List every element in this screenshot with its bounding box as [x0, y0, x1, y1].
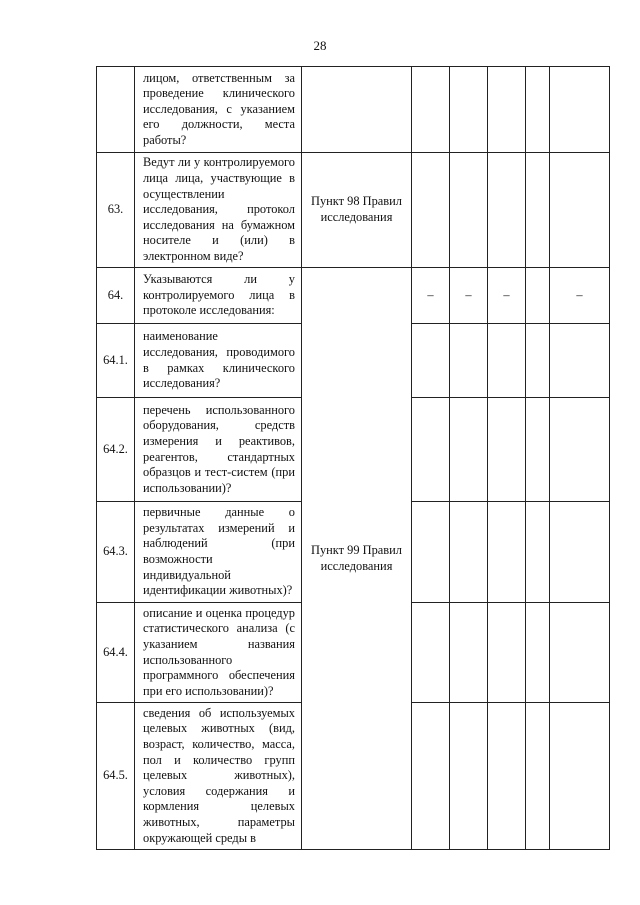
answer-cell [526, 324, 550, 398]
row-number: 64.3. [97, 502, 135, 603]
answer-cell [550, 268, 610, 324]
answer-cell [550, 398, 610, 502]
answer-cell [412, 268, 450, 324]
question-text: лицом, ответственным за проведение клинического исследования, с указанием его должности, места работы? [135, 67, 302, 153]
answer-cell [550, 603, 610, 703]
answer-cell [412, 67, 450, 153]
legal-reference [302, 67, 412, 153]
answer-cell [488, 324, 526, 398]
answer-cell [488, 502, 526, 603]
answer-cell [488, 703, 526, 850]
question-text: Ведут ли у контролируемого лица лица, участвующие в осуществлении исследования, протокол исследования на бумажном носителе и (или) в электронном виде? [135, 153, 302, 268]
row-number: 64.2. [97, 398, 135, 502]
answer-cell [488, 398, 526, 502]
row-number: 64.5. [97, 703, 135, 850]
answer-cell [412, 398, 450, 502]
answer-cell [526, 703, 550, 850]
answer-cell [526, 398, 550, 502]
answer-cell [526, 603, 550, 703]
question-text: Указываются ли у контролируемого лица в протоколе исследования: [135, 268, 302, 324]
dash-mark: – [576, 287, 583, 302]
answer-cell [450, 153, 488, 268]
answer-cell [526, 67, 550, 153]
row-number: 64.4. [97, 603, 135, 703]
question-text: описание и оценка процедур статистического анализа (с указанием названия использованного программного обеспечения при его использовании)? [135, 603, 302, 703]
page-number: 28 [313, 38, 327, 53]
question-text: первичные данные о результатах измерений и наблюдений (при возможности индивидуальной идентификации животных)? [135, 502, 302, 603]
row-number: 64. [97, 268, 135, 324]
table-row [97, 268, 610, 324]
answer-cell [450, 324, 488, 398]
answer-cell [550, 324, 610, 398]
answer-cell [526, 153, 550, 268]
table-row [97, 153, 610, 268]
answer-cell [488, 268, 526, 324]
dash-mark: – [427, 287, 434, 302]
legal-reference: Пункт 99 Правил исследования [302, 268, 412, 850]
answer-cell [526, 268, 550, 324]
answer-cell [526, 502, 550, 603]
answer-cell [412, 324, 450, 398]
legal-reference [412, 703, 450, 850]
answer-cell [450, 268, 488, 324]
answer-cell [412, 603, 450, 703]
answer-cell [450, 67, 488, 153]
answer-cell [550, 703, 610, 850]
answer-cell [488, 153, 526, 268]
answer-cell [450, 603, 488, 703]
table-row [97, 67, 610, 153]
row-number: 64.1. [97, 324, 135, 398]
answer-cell [550, 153, 610, 268]
dash-mark: – [465, 287, 472, 302]
question-text: наименование исследования, проводимого в рамках клинического исследования? [135, 324, 302, 398]
dash-mark: – [503, 287, 510, 302]
answer-cell [450, 703, 488, 850]
answer-cell [550, 67, 610, 153]
answer-cell [488, 67, 526, 153]
answer-cell [412, 153, 450, 268]
row-number [97, 67, 135, 153]
answer-cell [450, 398, 488, 502]
checklist-table [96, 66, 610, 850]
row-number: 63. [97, 153, 135, 268]
question-text: перечень использованного оборудования, средств измерения и реактивов, реагентов, стандартных образцов и тест-систем (при использовании)? [135, 398, 302, 502]
answer-cell [550, 502, 610, 603]
legal-reference: Пункт 98 Правил исследования [302, 153, 412, 268]
answer-cell [450, 502, 488, 603]
answer-cell [488, 603, 526, 703]
answer-cell [412, 502, 450, 603]
question-text: сведения об используемых целевых животных (вид, возраст, количество, масса, пол и количество групп целевых животных), условия содержания и кормления целевых животных, параметры окружающей среды в [135, 703, 302, 850]
